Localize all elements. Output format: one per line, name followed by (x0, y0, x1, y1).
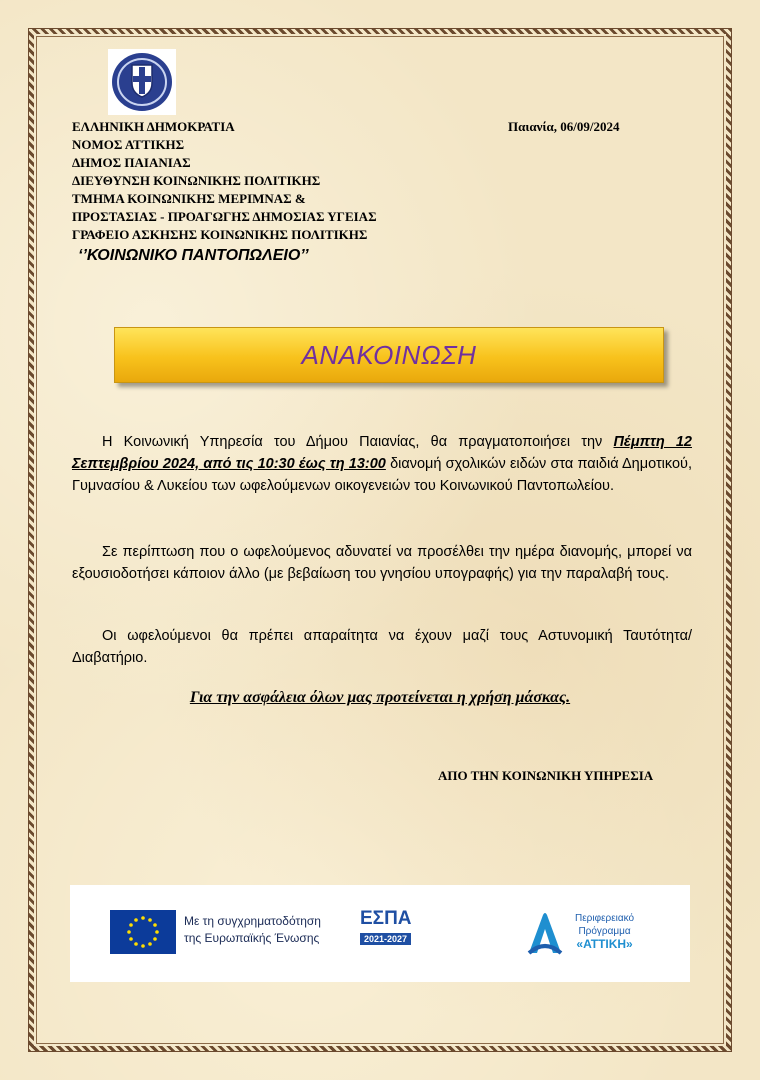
attiki-line: «ΑΤΤΙΚΗ» (576, 937, 633, 951)
attiki-program-icon (525, 909, 565, 957)
paragraph-distribution (72, 431, 692, 497)
issuer-line: ΓΡΑΦΕΙΟ ΑΣΚΗΣΗΣ ΚΟΙΝΩΝΙΚΗΣ ΠΟΛΙΤΙΚΗΣ (72, 227, 368, 242)
paragraph-id-requirement (72, 625, 692, 669)
signature: ΑΠΟ ΤΗΝ ΚΟΙΝΩΝΙΚΗ ΥΠΗΡΕΣΙΑ (438, 768, 654, 783)
funding-logos (70, 885, 690, 982)
issuer-line: ΔΗΜΟΣ ΠΑΙΑΝΙΑΣ (72, 155, 191, 170)
attiki-program-text (575, 912, 634, 951)
eu-funding-line: της Ευρωπαϊκής Ένωσης (184, 931, 320, 945)
document-date: Παιανία, 06/09/2024 (508, 119, 620, 134)
announcement-title: ΑΝΑΚΟΙΝΩΣΗ (301, 339, 477, 370)
store-name: ‘’ΚΟΙΝΩΝΙΚΟ ΠΑΝΤΟΠΩΛΕΙΟ’’ (78, 247, 309, 264)
paragraph-text: Η Κοινωνική Υπηρεσία του Δήμου Παιανίας, θα πραγματοποιήσει την (102, 434, 614, 450)
mask-note: Για την ασφάλεια όλων μας προτείνεται η χρήση μάσκας. (189, 689, 571, 706)
issuer-line: ΠΡΟΣΤΑΣΙΑΣ - ΠΡΟΑΓΩΓΗΣ ΔΗΜΟΣΙΑΣ ΥΓΕΙΑΣ (72, 209, 377, 224)
issuer-line: ΔΙΕΥΘΥΝΣΗ ΚΟΙΝΩΝΙΚΗΣ ΠΟΛΙΤΙΚΗΣ (72, 173, 321, 188)
distribution-datetime: Πέμπτη 12 Σεπτεμβρίου 2024, από τις 10:30 έως τη 13:00 (72, 434, 692, 472)
paragraph-text: Οι ωφελούμενοι θα πρέπει απαραίτητα να έχουν μαζί τους Αστυνομική Ταυτότητα/Διαβατήριο. (72, 628, 692, 666)
paragraph-authorization (72, 541, 692, 585)
issuer-line: ΤΜΗΜΑ ΚΟΙΝΩΝΙΚΗΣ ΜΕΡΙΜΝΑΣ & (72, 191, 306, 206)
eu-funding-text (184, 913, 321, 947)
espa-years: 2021-2027 (360, 933, 411, 945)
greek-coat-of-arms-icon (108, 49, 176, 115)
announcement-banner (114, 327, 664, 383)
paragraph-text: Σε περίπτωση που ο ωφελούμενος αδυνατεί να προσέλθει την ημέρα διανομής, μπορεί να εξουσιοδοτήσει κάποιον άλλο (με βεβαίωση του γνησίου υπογραφής) για την παραλαβή τους. (72, 544, 692, 582)
attiki-line: Πρόγραμμα (578, 926, 631, 937)
paragraph-text: διανομή σχολικών ειδών στα παιδιά Δημοτικού, Γυμνασίου & Λυκείου των ωφελούμενων οικογενειών του Κοινωνικού Παντοπωλείου. (72, 456, 692, 494)
issuer-line: ΕΛΛΗΝΙΚΗ ΔΗΜΟΚΡΑΤΙΑ (72, 119, 235, 134)
eu-flag-icon (110, 910, 176, 954)
eu-funding-line: Με τη συγχρηματοδότηση (184, 914, 321, 928)
espa-logo (360, 909, 432, 957)
espa-title: ΕΣΠΑ (360, 908, 412, 929)
issuer-line: ΝΟΜΟΣ ΑΤΤΙΚΗΣ (72, 137, 185, 152)
attiki-line: Περιφερειακό (575, 913, 635, 924)
issuer-block (72, 118, 377, 244)
